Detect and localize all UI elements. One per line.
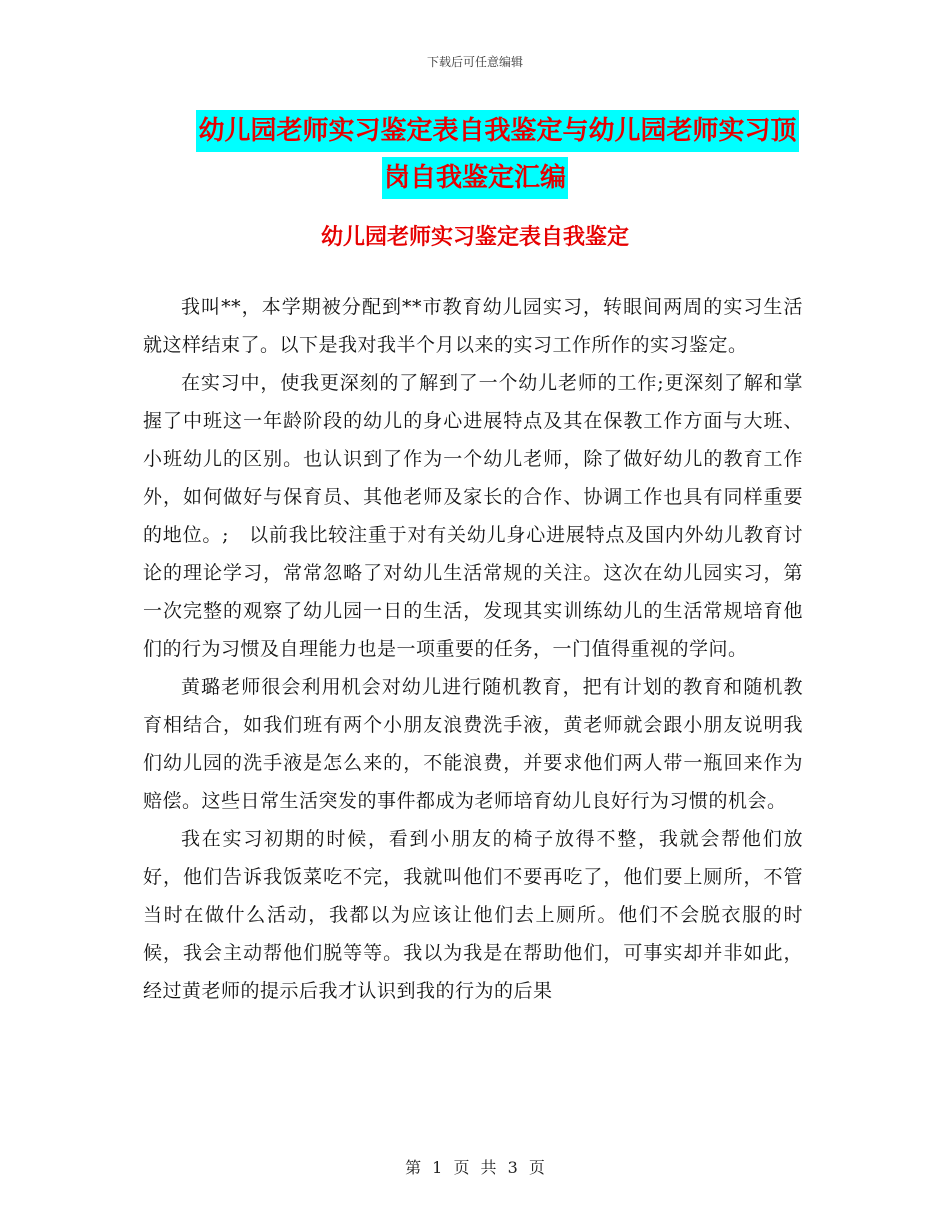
- document-title-line-2: 岗自我鉴定汇编: [382, 157, 568, 199]
- paragraph: 我叫**，本学期被分配到**市教育幼儿园实习，转眼间两周的实习生活就这样结束了。以下是我对我半个月以来的实习工作所作的实习鉴定。: [143, 296, 803, 356]
- paragraph: 黄璐老师很会利用机会对幼儿进行随机教育，把有计划的教育和随机教育相结合，如我们班有两个小朋友浪费洗手液，黄老师就会跟小朋友说明我们幼儿园的洗手液是怎么来的，不能浪费，并要求他们两人带一瓶回来作为赔偿。这些日常生活突发的事件都成为老师培育幼儿良好行为习惯的机会。: [143, 676, 803, 812]
- section-title: 幼儿园老师实习鉴定表自我鉴定: [320, 225, 629, 250]
- page-footer: 第 1 页 共 3 页: [405, 1158, 545, 1177]
- body-text: [143, 288, 803, 1010]
- paragraph: 我在实习初期的时候，看到小朋友的椅子放得不整，我就会帮他们放好，他们告诉我饭菜吃不完，我就叫他们不要再吃了，他们要上厕所，不管当时在做什么活动，我都以为应该让他们去上厕所。他们不会脱衣服的时候，我会主动帮他们脱等等。我以为我是在帮助他们，可事实却并非如此，经过黄老师的提示后我才认识到我的行为的后果: [143, 828, 803, 1002]
- paragraph: 在实习中，使我更深刻的了解到了一个幼儿老师的工作;更深刻了解和掌握了中班这一年龄阶段的幼儿的身心进展特点及其在保教工作方面与大班、小班幼儿的区别。也认识到了作为一个幼儿老师，除了做好幼儿的教育工作外，如何做好与保育员、其他老师及家长的合作、协调工作也具有同样重要的地位。; 以前我比较注重于对有关幼儿身心进展特点及国内外幼儿教育讨论的理论学习，常常忽略了对幼儿生活常规的关注。这次在幼儿园实习，第一次完整的观察了幼儿园一日的生活，发现其实训练幼儿的生活常规培育他们的行为习惯及自理能力也是一项重要的任务，一门值得重视的学问。: [143, 372, 803, 660]
- document-title: [0, 110, 950, 199]
- document-title-line-1: 幼儿园老师实习鉴定表自我鉴定与幼儿园老师实习顶: [196, 110, 798, 152]
- header-note: 下载后可任意编辑: [426, 55, 523, 69]
